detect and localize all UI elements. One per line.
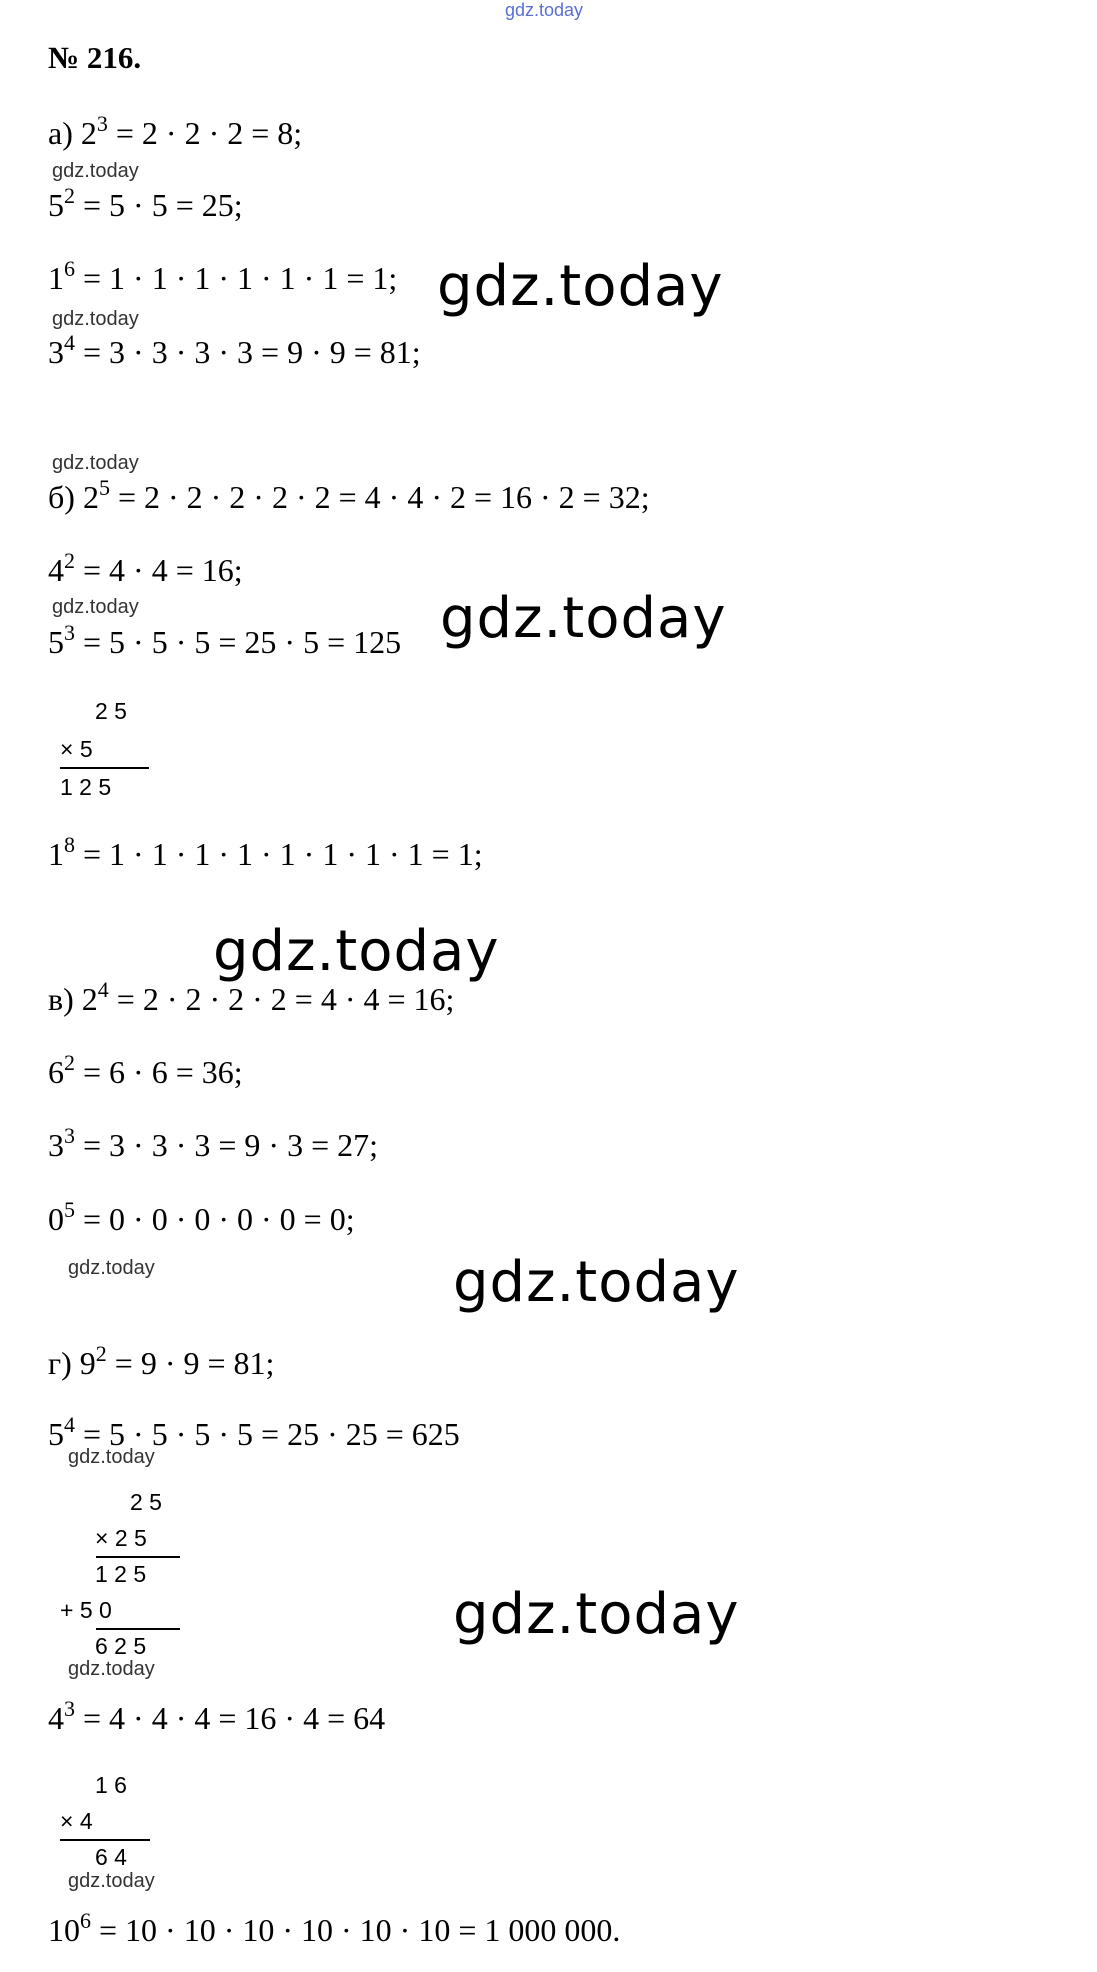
eq-b-2: $4^2 = 4 \cdot 4 = 16$; (48, 548, 243, 588)
eq-g-2: $5^4 = 5 \cdot 5 \cdot 5 \cdot 5 = 25 \cdot 25 = 625$ (48, 1412, 460, 1452)
watermark-small: gdz.today (68, 1658, 155, 1680)
multiplication-16x4: 1 6 × 4 6 4 (60, 1772, 160, 1872)
multiplication-25x25: 2 5 × 2 5 1 2 5 + 5 0 6 2 5 (60, 1489, 190, 1659)
watermark-big: gdz.today (437, 254, 724, 319)
watermark-small: gdz.today (52, 596, 139, 618)
eq-a-2: $5^2 = 5 \cdot 5 = 25$; (48, 183, 243, 223)
watermark-small: gdz.today (52, 160, 139, 182)
problem-title: № 216. (48, 40, 142, 75)
eq-v-1: в) $2^4 = 2 \cdot 2 \cdot 2 \cdot 2 = 4 \cdot 4 = 16$; (48, 977, 455, 1017)
eq-v-4: $0^5 = 0 \cdot 0 \cdot 0 \cdot 0 \cdot 0 = 0$; (48, 1197, 355, 1237)
eq-a-3: $1^6 = 1 \cdot 1 \cdot 1 \cdot 1 \cdot 1 \cdot 1 = 1$; (48, 256, 398, 296)
watermark-big: gdz.today (453, 1250, 740, 1315)
watermark-small: gdz.today (52, 452, 139, 474)
multiplication-25x5: 2 5 × 5 1 2 5 (60, 698, 160, 803)
watermark-small: gdz.today (68, 1446, 155, 1468)
eq-a-1: а) $2^3 = 2 \cdot 2 \cdot 2 = 8$; (48, 111, 303, 151)
eq-g-1: г) $9^2 = 9 \cdot 9 = 81$; (48, 1341, 275, 1381)
watermark-small: gdz.today (68, 1870, 155, 1892)
watermark-big: gdz.today (213, 919, 500, 984)
watermark-big: gdz.today (453, 1582, 740, 1647)
eq-a-4: $3^4 = 3 \cdot 3 \cdot 3 \cdot 3 = 9 \cdot 9 = 81$; (48, 330, 421, 370)
eq-g-4: $10^6 = 10 \cdot 10 \cdot 10 \cdot 10 \cdot 10 \cdot 10 = 1$ 000 000. (48, 1908, 621, 1948)
eq-v-2: $6^2 = 6 \cdot 6 = 36$; (48, 1050, 243, 1090)
watermark-small: gdz.today (52, 308, 139, 330)
eq-b-4: $1^8 = 1 \cdot 1 \cdot 1 \cdot 1 \cdot 1 \cdot 1 \cdot 1 \cdot 1 = 1$; (48, 832, 483, 872)
watermark-top: gdz.today (505, 0, 584, 20)
eq-g-3: $4^3 = 4 \cdot 4 \cdot 4 = 16 \cdot 4 = 64$ (48, 1696, 386, 1736)
eq-b-3: $5^3 = 5 \cdot 5 \cdot 5 = 25 \cdot 5 = 125$ (48, 620, 402, 660)
eq-b-1: б) $2^5 = 2 \cdot 2 \cdot 2 \cdot 2 \cdot 2 = 4 \cdot 4 \cdot 2 = 16 \cdot 2 = 32$; (48, 475, 650, 515)
eq-v-3: $3^3 = 3 \cdot 3 \cdot 3 = 9 \cdot 3 = 27$; (48, 1123, 378, 1163)
watermark-big: gdz.today (440, 586, 727, 651)
watermark-small: gdz.today (68, 1257, 155, 1279)
